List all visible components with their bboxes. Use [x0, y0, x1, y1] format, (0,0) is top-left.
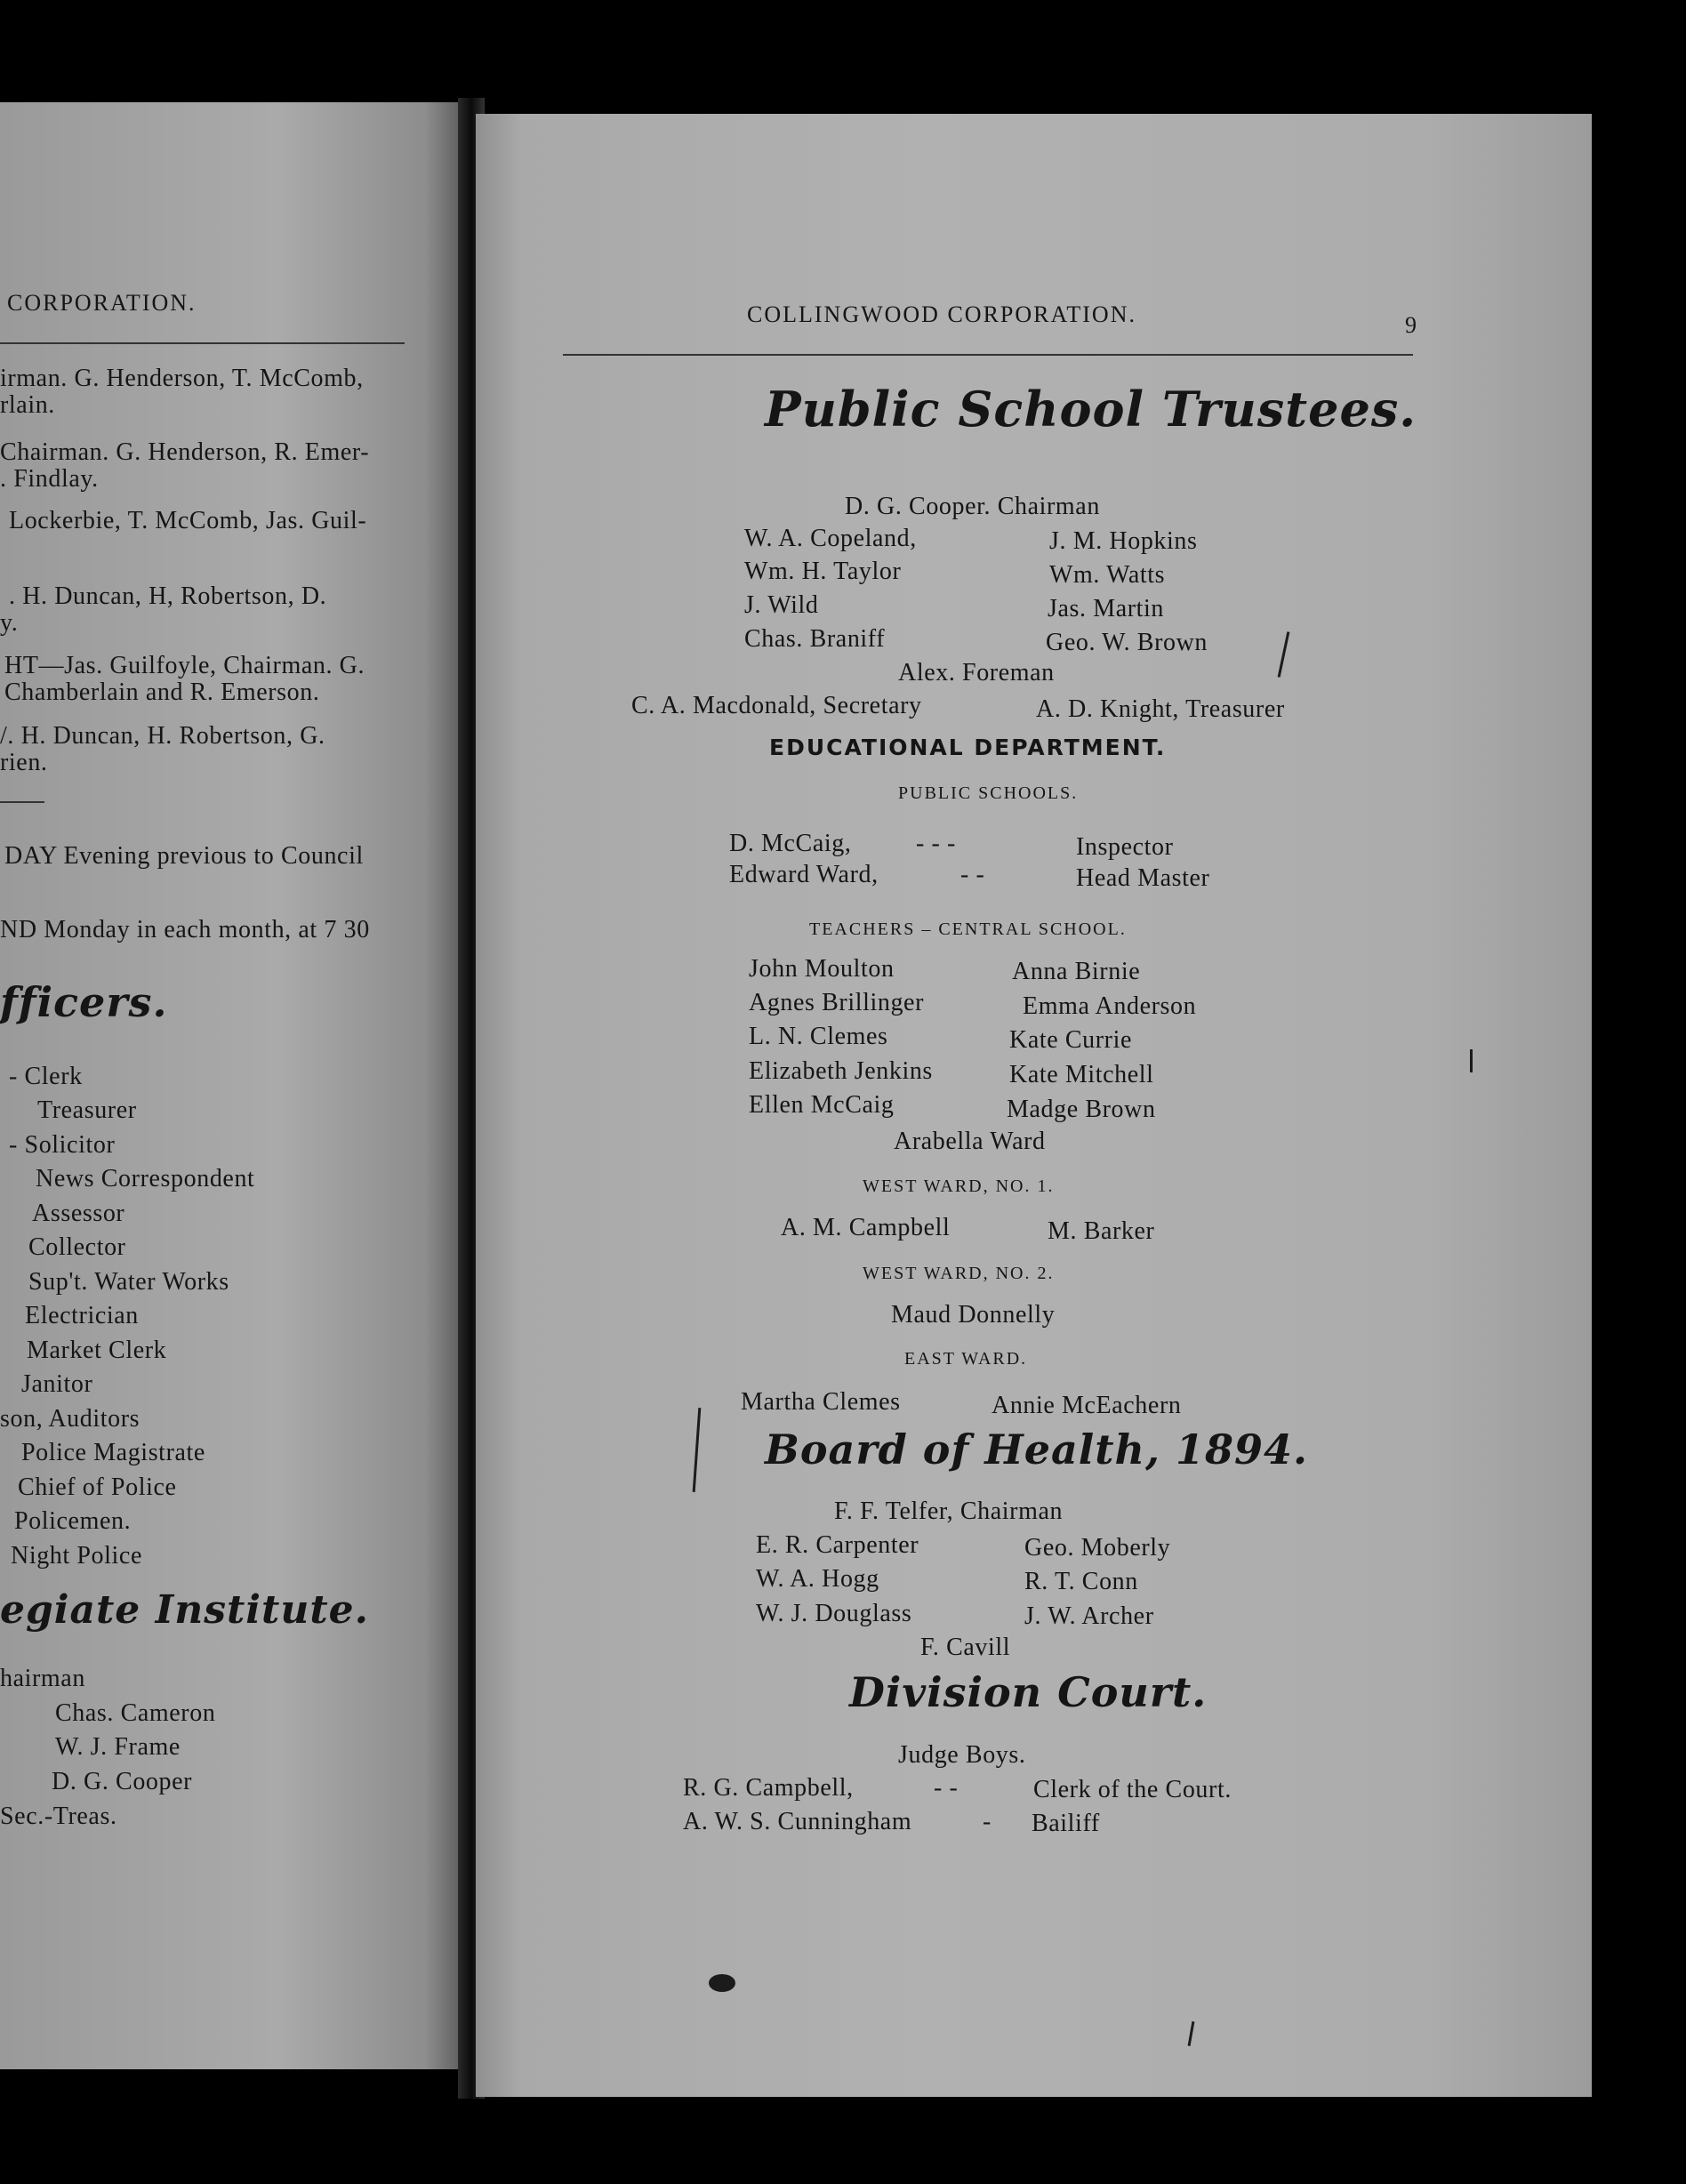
left-committee-line: /. H. Duncan, H. Robertson, G.	[0, 722, 325, 750]
judge: Judge Boys.	[898, 1741, 1026, 1769]
right-running-head: COLLINGWOOD CORPORATION.	[747, 301, 1136, 327]
teacher: Maud Donnelly	[891, 1301, 1056, 1329]
trustee: Geo. W. Brown	[1046, 629, 1208, 656]
educational-heading: EDUCATIONAL DEPARTMENT.	[769, 735, 1167, 760]
health-member: E. R. Carpenter	[756, 1531, 919, 1559]
central-school-heading: TEACHERS – CENTRAL SCHOOL.	[809, 919, 1127, 939]
teacher: Anna Birnie	[1012, 958, 1141, 985]
left-institute-line: W. J. Frame	[55, 1733, 181, 1761]
teacher: Elizabeth Jenkins	[749, 1057, 933, 1085]
official-role: Inspector	[1076, 833, 1174, 861]
left-officer: Market Clerk	[27, 1337, 167, 1364]
teacher: M. Barker	[1048, 1217, 1155, 1245]
left-committee-line: rlain.	[0, 391, 55, 419]
left-officer: News Correspondent	[36, 1165, 255, 1192]
teacher: Emma Anderson	[1023, 992, 1197, 1020]
left-officer: Electrician	[25, 1302, 139, 1329]
left-officer: Treasurer	[37, 1096, 137, 1124]
pencil-mark	[1278, 631, 1290, 677]
court-dashes: -	[983, 1808, 992, 1835]
official-name: D. McCaig,	[729, 830, 852, 857]
teacher: L. N. Clemes	[749, 1023, 888, 1050]
pencil-mark	[693, 1408, 702, 1492]
left-committee-line: y.	[0, 609, 19, 637]
official-dashes: - - -	[916, 830, 956, 857]
left-officer: Night Police	[11, 1542, 142, 1570]
left-officers-heading: fficers.	[0, 978, 168, 1026]
left-running-head: CORPORATION.	[7, 290, 197, 316]
court-name: A. W. S. Cunningham	[683, 1808, 912, 1835]
public-schools-heading: PUBLIC SCHOOLS.	[898, 783, 1079, 803]
teacher: Annie McEachern	[992, 1392, 1182, 1419]
right-head-rule	[563, 354, 1413, 356]
health-member: W. A. Hogg	[756, 1565, 879, 1593]
health-member: J. W. Archer	[1024, 1602, 1154, 1630]
health-member: Geo. Moberly	[1024, 1534, 1171, 1562]
secretary: C. A. Macdonald, Secretary	[631, 692, 922, 719]
teacher: A. M. Campbell	[781, 1214, 951, 1241]
trustee: Chas. Braniff	[744, 625, 886, 653]
trustee: Alex. Foreman	[898, 659, 1055, 687]
left-officer: - Clerk	[9, 1063, 83, 1090]
left-institute-line: Sec.-Treas.	[0, 1803, 117, 1830]
left-officer: Policemen.	[14, 1507, 132, 1535]
left-page	[0, 102, 462, 2069]
left-officer: Chief of Police	[18, 1473, 177, 1501]
court-heading: Division Court.	[849, 1668, 1208, 1716]
left-officer: Collector	[28, 1233, 126, 1261]
teacher: Ellen McCaig	[749, 1091, 895, 1119]
left-institute-line: D. G. Cooper	[52, 1768, 193, 1795]
trustee: J. M. Hopkins	[1049, 527, 1198, 555]
teacher: Madge Brown	[1007, 1096, 1156, 1123]
left-officer: Janitor	[21, 1370, 93, 1398]
trustee: Wm. H. Taylor	[744, 558, 902, 585]
official-name: Edward Ward,	[729, 861, 879, 888]
left-institute-line: hairman	[0, 1665, 85, 1692]
left-officer: Assessor	[32, 1200, 125, 1227]
left-officer: Police Magistrate	[21, 1439, 205, 1466]
teacher: Kate Currie	[1009, 1026, 1132, 1054]
left-meeting-line: ND Monday in each month, at 7 30	[0, 916, 370, 943]
page-number: 9	[1405, 312, 1417, 338]
treasurer: A. D. Knight, Treasurer	[1036, 695, 1285, 723]
teacher: Kate Mitchell	[1009, 1061, 1154, 1088]
right-page	[476, 114, 1592, 2097]
trustee: J. Wild	[744, 591, 819, 619]
trustees-chairman: D. G. Cooper. Chairman	[845, 493, 1100, 520]
left-committee-line: Chairman. G. Henderson, R. Emer-	[0, 438, 370, 466]
court-role: Bailiff	[1032, 1810, 1100, 1837]
trustees-heading: Public School Trustees.	[765, 381, 1417, 438]
court-role: Clerk of the Court.	[1033, 1776, 1232, 1803]
west-ward-1-heading: WEST WARD, NO. 1.	[863, 1176, 1055, 1196]
teacher: Martha Clemes	[741, 1388, 901, 1416]
left-committee-line: irman. G. Henderson, T. McComb,	[0, 365, 364, 392]
left-committee-line: HT—Jas. Guilfoyle, Chairman. G.	[4, 652, 365, 679]
left-short-rule	[0, 801, 44, 803]
left-committee-line: rien.	[0, 749, 48, 776]
left-committee-line: . Findlay.	[0, 465, 99, 493]
health-member: R. T. Conn	[1024, 1568, 1138, 1595]
east-ward-heading: EAST WARD.	[904, 1349, 1028, 1369]
left-committee-line: Lockerbie, T. McComb, Jas. Guil-	[9, 507, 367, 534]
left-institute-heading: egiate Institute.	[0, 1587, 369, 1633]
trustee: Wm. Watts	[1049, 561, 1166, 589]
teacher: Arabella Ward	[894, 1128, 1046, 1155]
left-officer: Sup't. Water Works	[28, 1268, 229, 1296]
left-committee-line: Chamberlain and R. Emerson.	[4, 678, 320, 706]
trustee: Jas. Martin	[1048, 595, 1165, 622]
health-chairman: F. F. Telfer, Chairman	[834, 1497, 1064, 1525]
pencil-mark	[1188, 2021, 1195, 2046]
teacher: Agnes Brillinger	[749, 989, 925, 1016]
teacher: John Moulton	[749, 955, 895, 983]
court-dashes: - -	[934, 1774, 959, 1802]
ink-blot	[709, 1974, 735, 1992]
health-member: W. J. Douglass	[756, 1600, 912, 1627]
official-dashes: - -	[960, 861, 985, 888]
health-heading: Board of Health, 1894.	[765, 1425, 1309, 1473]
left-meeting-line: DAY Evening previous to Council	[4, 842, 364, 870]
left-committee-line: . H. Duncan, H, Robertson, D.	[9, 582, 327, 610]
health-member: F. Cavill	[920, 1634, 1011, 1661]
left-head-rule	[0, 342, 405, 344]
left-officer: son, Auditors	[0, 1405, 140, 1433]
west-ward-2-heading: WEST WARD, NO. 2.	[863, 1264, 1055, 1283]
left-institute-line: Chas. Cameron	[55, 1699, 216, 1727]
trustee: W. A. Copeland,	[744, 525, 917, 552]
pencil-mark	[1470, 1049, 1473, 1072]
court-name: R. G. Campbell,	[683, 1774, 854, 1802]
official-role: Head Master	[1076, 864, 1210, 892]
left-officer: - Solicitor	[9, 1131, 116, 1159]
